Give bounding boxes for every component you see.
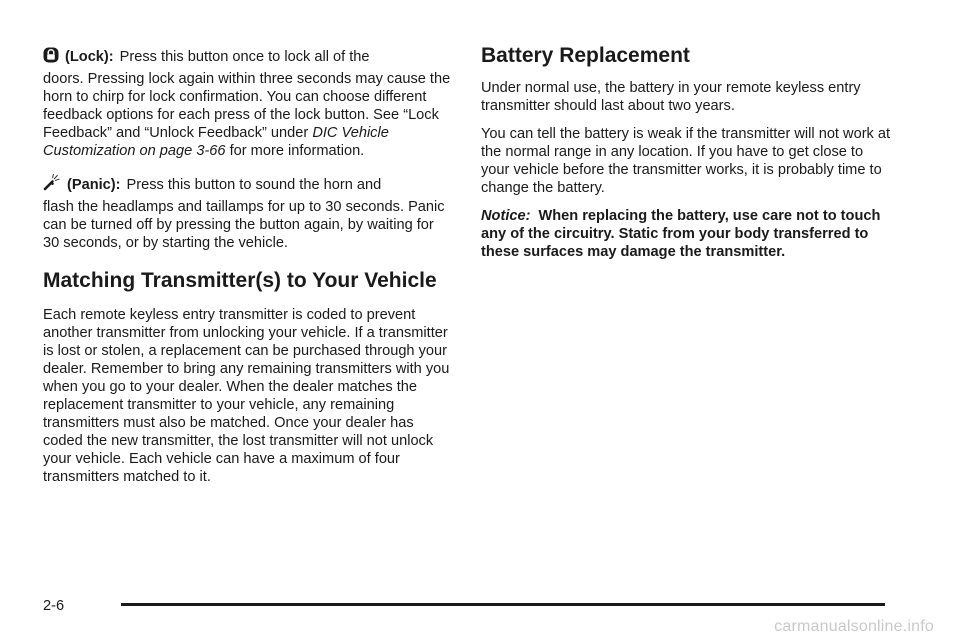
horn-icon [43, 173, 61, 198]
lock-body-text-end: for more information. [225, 143, 365, 159]
panic-first-line [43, 173, 453, 198]
matching-heading: Matching Transmitter(s) to Your Vehicle [43, 269, 437, 292]
battery-para-1: Under normal use, the battery in your remote keyless entry transmitter should last about two years. [481, 80, 861, 114]
watermark: carmanualsonline.info [774, 618, 934, 635]
right-column [481, 46, 891, 271]
battery-heading: Battery Replacement [481, 44, 690, 67]
battery-para-2: You can tell the battery is weak if the transmitter will not work at the normal range in any location. If you have to get close to your vehicle before the transmitter works, it is probably time to change the battery. [481, 126, 891, 196]
lock-icon [43, 47, 59, 70]
footer-rule [121, 603, 885, 606]
notice-text: When replacing the battery, use care not to touch any of the circuitry. Static from your body transferred to these surfaces may damage the transmitter. [481, 208, 881, 260]
lock-first-line [43, 46, 453, 70]
lock-cross-reference: DIC Vehicle Customization on page 3-66 [43, 125, 389, 159]
left-column [43, 46, 453, 496]
lock-label: (Lock): [65, 49, 114, 65]
lock-first-line-text: Press this button once to lock all of the [119, 49, 370, 65]
notice-label: Notice: [481, 208, 531, 224]
matching-body: Each remote keyless entry transmitter is coded to prevent another transmitter from unlocking your vehicle. If a transmitter is lost or stolen, a replacement can be purchased through your dealer. Remember to bring any remaining transmitters with you when you go to your dealer. When the dealer matches the replacement transmitter to your vehicle, any remaining transmitters must also be matched. Once your dealer has coded the new transmitter, the lost transmitter will not unlock your vehicle. Each vehicle can have a maximum of four transmitters matched to it. [43, 307, 450, 485]
panic-first-line-text: Press this button to sound the horn and [126, 177, 382, 193]
panic-body-text: flash the headlamps and taillamps for up to 30 seconds. Panic can be turned off by pressing the button again, by waiting for 30 seconds, or by starting the vehicle. [43, 199, 445, 251]
page-number: 2-6 [43, 598, 65, 614]
notice-paragraph [481, 207, 891, 261]
panic-label: (Panic): [67, 177, 121, 193]
lock-paragraph [43, 46, 453, 160]
panic-paragraph [43, 173, 453, 252]
lock-body-text: doors. Pressing lock again within three seconds may cause the horn to chirp for lock confirmation. You can choose different feedback options for each press of the lock button. See “Lock Feedback” and “Unlock Feedback” under [43, 71, 451, 141]
